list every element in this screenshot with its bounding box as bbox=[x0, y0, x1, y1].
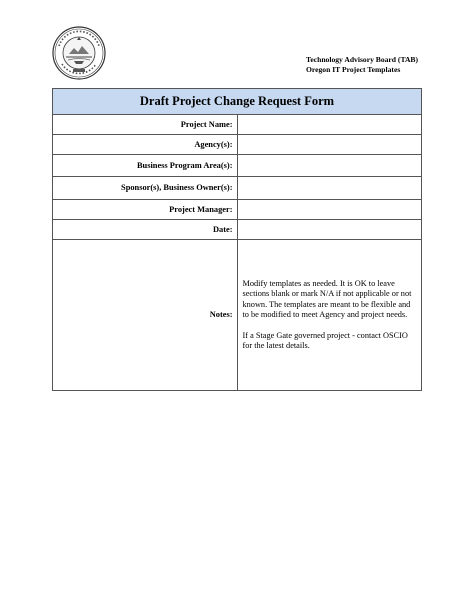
business-program-area-field[interactable] bbox=[237, 155, 422, 177]
project-name-label: Project Name: bbox=[53, 115, 238, 135]
header-board-name: Technology Advisory Board (TAB) bbox=[306, 55, 419, 64]
notes-field[interactable] bbox=[237, 240, 422, 391]
project-name-field[interactable] bbox=[237, 115, 422, 135]
notes-paragraph-stage-gate: If a Stage Gate governed project - contact OSCIO for the latest details. bbox=[242, 330, 408, 350]
agency-field[interactable] bbox=[237, 135, 422, 155]
project-manager-field[interactable] bbox=[237, 200, 422, 220]
sponsor-business-owner-label: Sponsor(s), Business Owner(s): bbox=[53, 177, 238, 200]
sponsor-business-owner-field[interactable] bbox=[237, 177, 422, 200]
date-field[interactable] bbox=[237, 220, 422, 240]
project-manager-label: Project Manager: bbox=[53, 200, 238, 220]
oregon-state-seal-icon bbox=[52, 26, 106, 80]
business-program-area-label: Business Program Area(s): bbox=[53, 155, 238, 177]
notes-label: Notes: bbox=[53, 240, 238, 391]
header-templates-name: Oregon IT Project Templates bbox=[306, 64, 401, 74]
date-label: Date: bbox=[53, 220, 238, 240]
notes-content bbox=[238, 279, 422, 352]
notes-paragraph-templates: Modify templates as needed. It is OK to leave sections blank or mark N/A if not applicable or not known. The templates are meant to be flexible and to be modified to meet Agency and project needs. bbox=[242, 278, 412, 319]
agency-label: Agency(s): bbox=[53, 135, 238, 155]
document-header bbox=[306, 55, 418, 74]
change-request-form bbox=[52, 88, 422, 391]
form-title: Draft Project Change Request Form bbox=[53, 89, 422, 115]
